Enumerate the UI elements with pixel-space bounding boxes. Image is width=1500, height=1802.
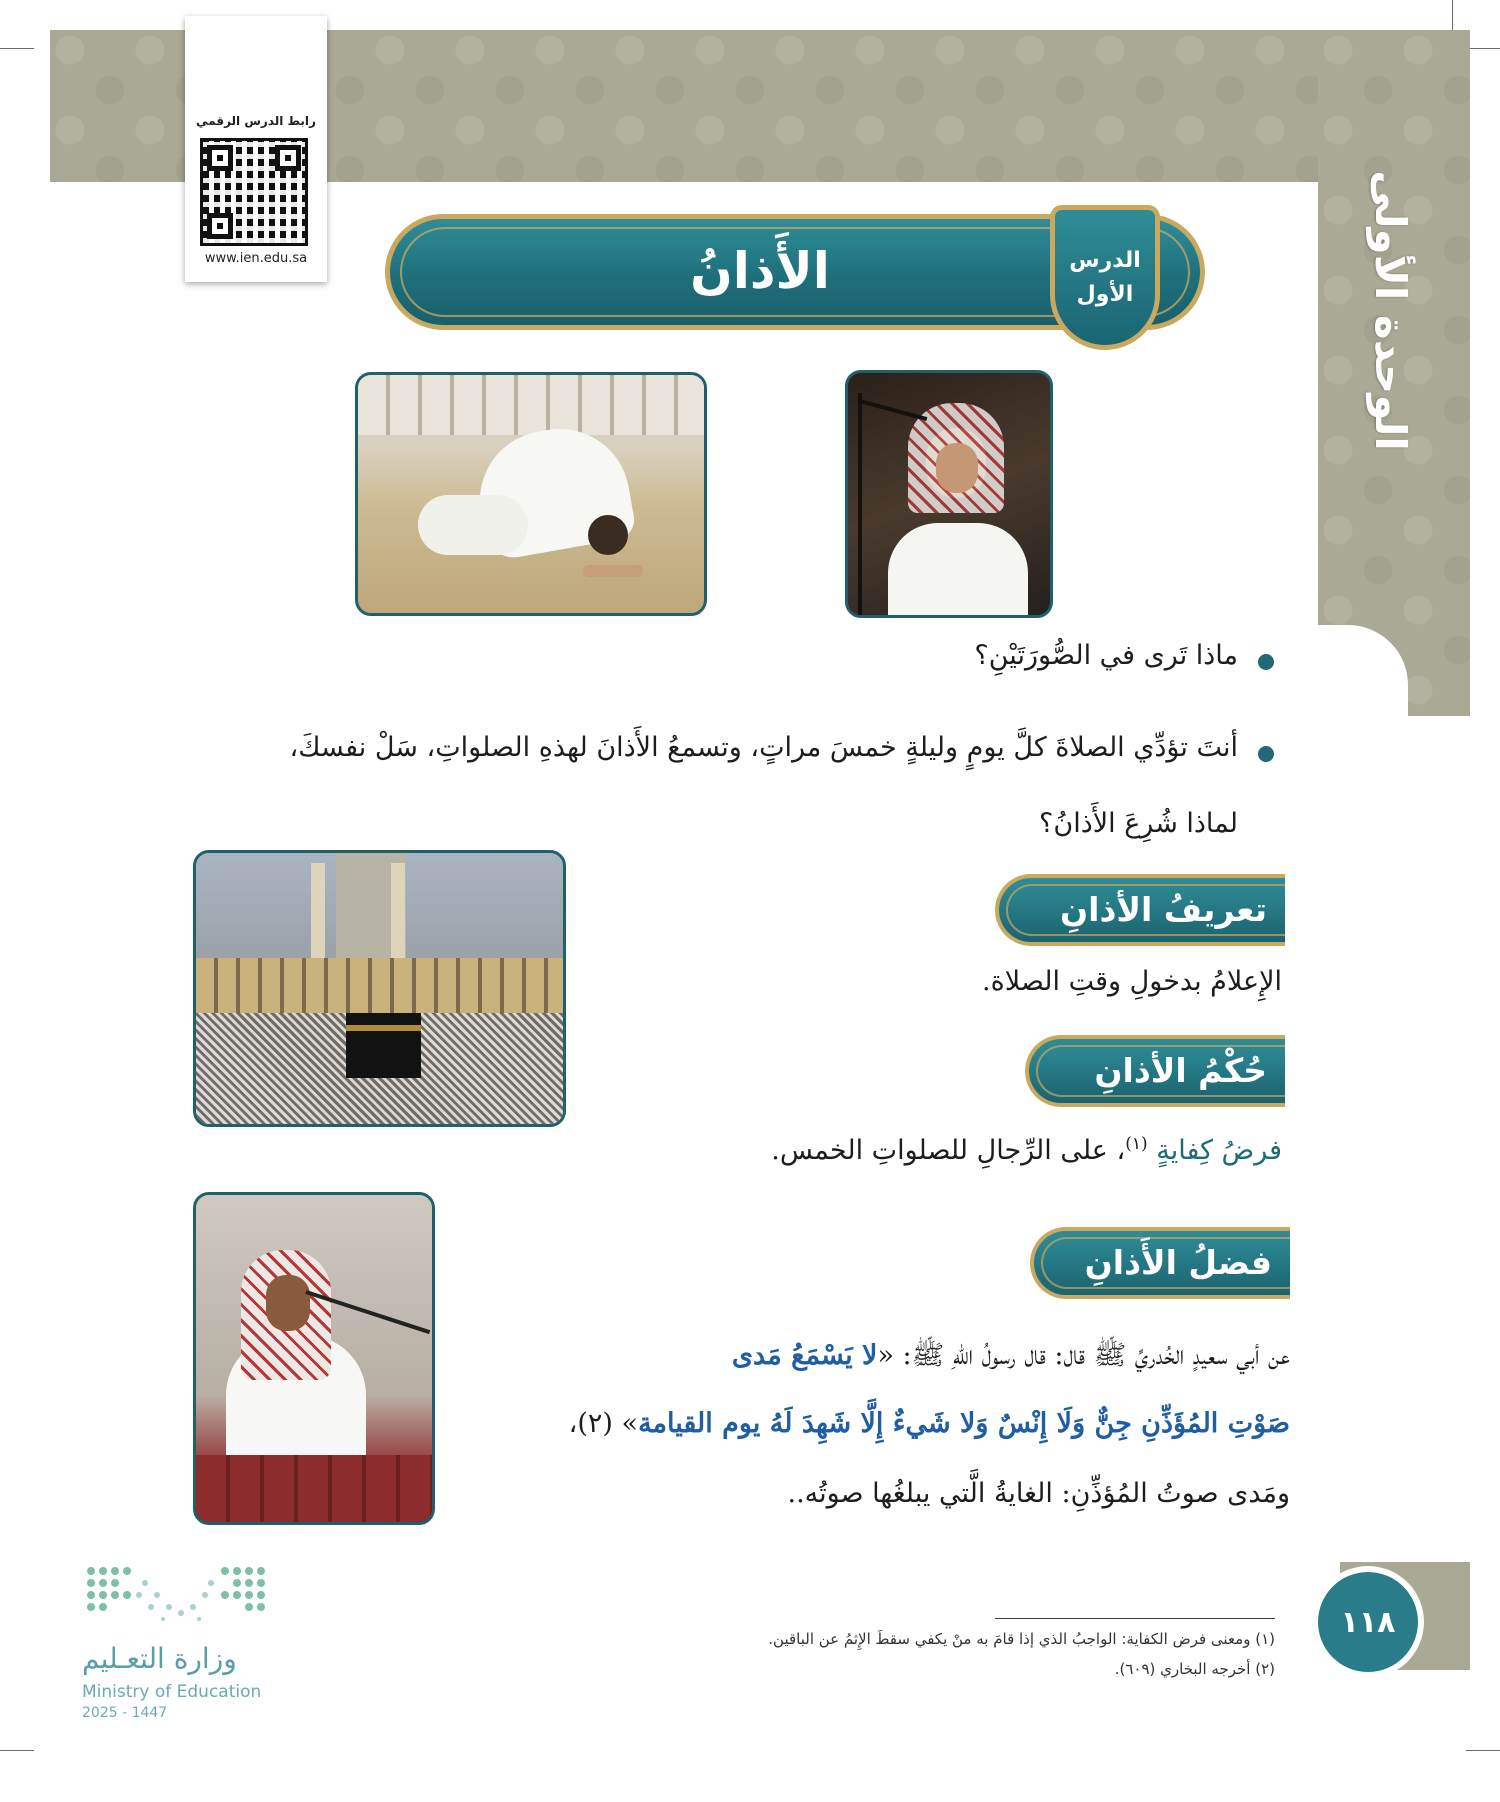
photo-grand-mosque — [193, 850, 566, 1127]
page-number: ١١٨ — [1318, 1572, 1418, 1672]
ministry-name-ar: وزارة التعـليم — [82, 1642, 237, 1675]
hadith-text-1: لا يَسْمَعُ مَدى — [731, 1340, 878, 1371]
hadith-tail: » (٢)، — [568, 1408, 639, 1439]
ministry-name-en: Ministry of Education — [82, 1682, 262, 1702]
intro-question-2-line2: لماذا شُرِعَ الأَذانُ؟ — [1039, 808, 1238, 839]
ruling-term: فرضُ كِفايةٍ — [1156, 1135, 1282, 1166]
hadith-line-1 — [732, 1338, 1290, 1378]
crop-mark — [1452, 0, 1453, 30]
lesson-tag-line1: الدرس — [1069, 247, 1141, 273]
ruling-text — [771, 1134, 1282, 1166]
qr-code-icon[interactable] — [200, 138, 308, 246]
footnote-1: (١) ومعنى فرض الكفاية: الواجبُ الذي إذا قامَ به منْ يكفي سقطَ الإِثمُ عن الباقين. — [768, 1630, 1275, 1648]
photo-prostration — [355, 372, 707, 616]
crop-mark — [0, 48, 34, 49]
crop-mark — [0, 1750, 34, 1751]
intro-question-1: ماذا تَرى في الصُّورَتَيْنِ؟ — [974, 640, 1238, 671]
footnote-divider — [995, 1618, 1275, 1619]
intro-question-2-line1: أنتَ تؤدِّي الصلاةَ كلَّ يومٍ وليلةٍ خمسَ مراتٍ، وتسمعُ الأَذانَ لهذهِ الصلواتِ، سَلْ نفسكَ، — [289, 732, 1238, 763]
bullet-icon — [1258, 654, 1274, 670]
ministry-year: 2025 - 1447 — [82, 1705, 168, 1721]
footnote-2: (٢) أخرجه البخاري (٦٠٩). — [1114, 1660, 1275, 1678]
photo-boy-calling-adhan — [193, 1192, 435, 1525]
definition-text: الإِعلامُ بدخولِ وقتِ الصلاة. — [982, 966, 1282, 997]
lesson-tag-line2: الأول — [1076, 281, 1134, 307]
crop-mark — [1466, 48, 1500, 49]
footnote-ref-1[interactable]: (١) — [1125, 1134, 1148, 1154]
hadith-narrator: عن أبي سعيدٍ الخُدريِّ ﷺ قال: قال رسولُ اللهِ ﷺ: « — [877, 1340, 1290, 1371]
hadith-explanation: ومَدى صوتُ المُؤذِّنِ: الغايةُ الَّتي يبلغُها صوتُه.. — [787, 1478, 1290, 1509]
lesson-number-tag — [1050, 205, 1160, 350]
unit-title: الوحدة الأولى — [1365, 169, 1415, 451]
hadith-text-2: صَوْتِ المُؤَذِّنِ جِنٌّ وَلَا إِنْسٌ وَلا شَيءٌ إِلَّا شَهِدَ لَهُ يوم القيامة — [638, 1408, 1290, 1439]
ruling-rest: ، على الرِّجالِ للصلواتِ الخمس. — [771, 1135, 1126, 1166]
section-heading-definition: تعريفُ الأذانِ — [995, 874, 1285, 946]
hadith-line-2 — [569, 1408, 1290, 1439]
qr-label: رابط الدرس الرقمي — [196, 114, 316, 128]
qr-url[interactable]: www.ien.edu.sa — [204, 251, 308, 266]
ministry-logo-dots-icon — [85, 1565, 265, 1625]
lesson-title: الأَذانُ — [690, 242, 830, 300]
qr-card[interactable] — [185, 16, 327, 282]
section-heading-virtue: فضلُ الأَذانِ — [1030, 1227, 1290, 1299]
photo-muezzin-microphone — [845, 370, 1053, 618]
section-heading-ruling: حُكْمُ الأذانِ — [1025, 1035, 1285, 1107]
crop-mark — [1466, 1750, 1500, 1751]
bullet-icon — [1258, 746, 1274, 762]
